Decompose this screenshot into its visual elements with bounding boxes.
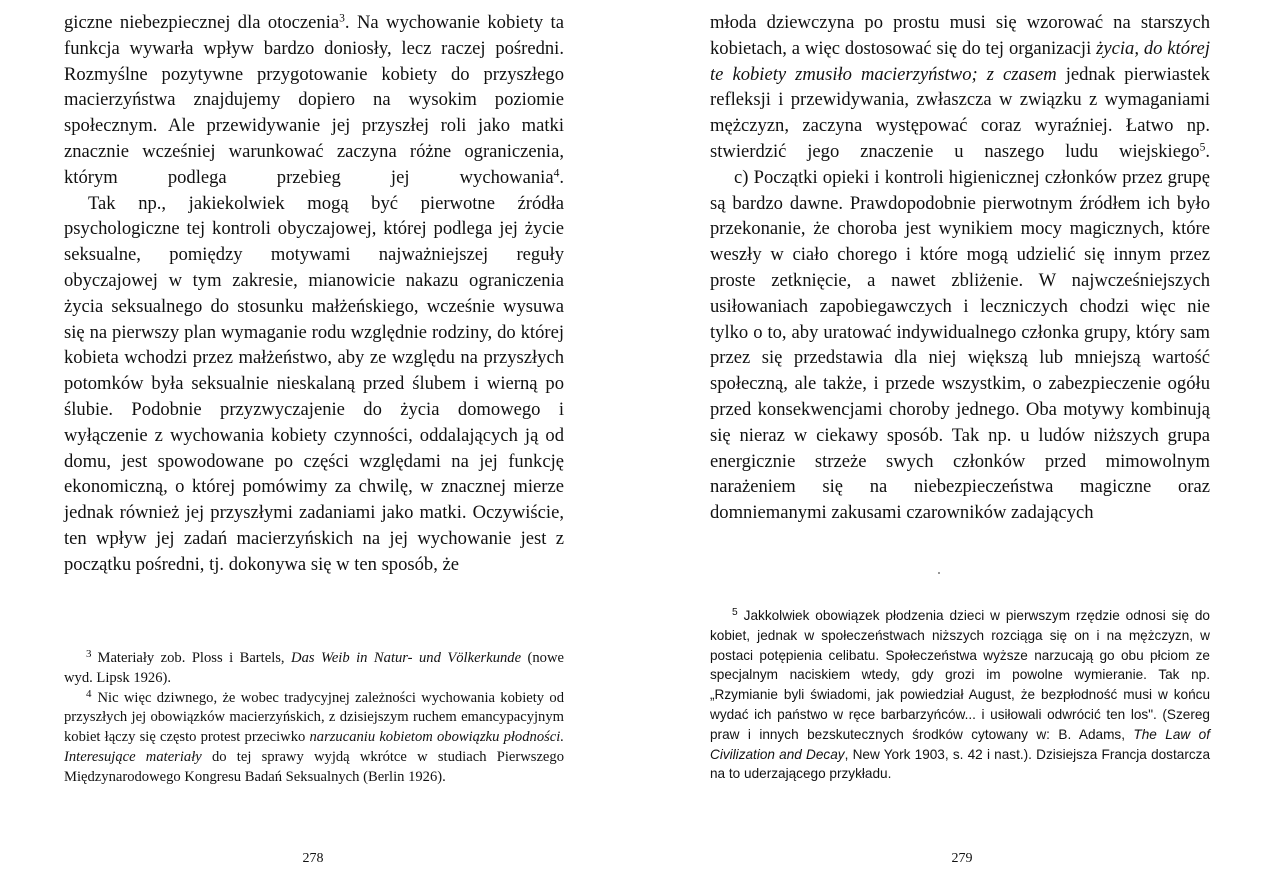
footnote-5-mark: 5 — [732, 607, 738, 619]
footnote-5-text: Jakkolwiek obowiązek płodzenia dzieci w pierwszym rzędzie odnosi się do kobiet, jednak w społeczeństwach niższych rozciąga się on i na mężczyzn, w postaci potępienia celibatu. Społeczeństwa wyższe narzucają go obu płciom ze specjalnym naciskiem wtedy, gdy grozi im powolne wymieranie. Tak np. „Rzymianie byli świadomi, jak powiedział August, że bezpłodność musi w końcu wydać ich państwo w ręce barbarzyńców... i usiłowali odwrócić ten los". (Szereg praw i innych bezskutecznych środków cytowany w: B. Adams, The Law of Civilization and Decay, New York 1903, s. 42 i nast.). Dzisiejsza Francja dostarcza na to uderzającego przykładu. — [710, 608, 1211, 782]
right-body-text — [710, 10, 1210, 526]
footnote-reference: 5 — [1199, 141, 1206, 154]
right-page-number: 279 — [951, 851, 973, 866]
footnote-4 — [64, 689, 564, 788]
footnote-3-text: Materiały zob. Ploss i Bartels, Das Weib in Natur- und Völkerkunde (nowe wyd. Lipsk 1926). — [64, 650, 564, 686]
left-page-number: 278 — [302, 851, 324, 866]
right-page — [632, 0, 1263, 893]
italic-run: The Law of Civilization and Decay — [710, 726, 1210, 762]
left-paragraph-1: giczne niebezpiecznej dla otoczenia$^3$. Na wychowanie kobiety ta funkcja wywarła wpływ bardzo doniosły, lecz raczej pośredni. Rozmyślne pozytywne przygotowanie kobiety do przyszłego macierzyństwa znajdujemy dopiero na wysokim poziomie społecznym. Ale przewidywanie jej przyszłej roli jako matki znacznie wcześniej warunkować zaczyna różne ograniczenia, którym podlega przebieg jej wychowania$^4$. — [64, 12, 564, 188]
right-paragraph-1: młoda dziewczyna po prostu musi się wzorować na starszych kobietach, a więc dostosować się do tej organizacji życia, do której te kobiety zmusiło macierzyństwo; z czasem jednak pierwiastek refleksji i przewidywania, zwłaszcza w związku z wymaganiami mężczyzn, zaczyna występować coraz wyraźniej. Łatwo np. stwierdzić jego znaczenie u naszego ludu wiejskiego$^5$. — [710, 12, 1210, 162]
footnote-4-text: Nic więc dziwnego, że wobec tradycyjnej zależności wychowania kobiety od przyszłych jej obowiązków macierzyńskich, z dzisiejszym ruchem emancypacyjnym kobiet łączy się często protest przeciwko narzucaniu kobietom obowiązku płodności. Interesujące materiały do tej sprawy wyjdą wkrótce w studiach Pierwszego Międzynarodowego Kongresu Badań Seksualnych (Berlin 1926). — [64, 689, 564, 785]
left-page — [0, 0, 631, 893]
footnote-5 — [710, 606, 1210, 784]
left-body-text — [64, 10, 564, 578]
italic-run: życia, do której te kobiety zmusiło macierzyństwo; z czasem — [710, 37, 1210, 85]
footnote-3-mark: 3 — [86, 648, 92, 661]
italic-run: narzucaniu kobietom obowiązku płodności. Interesujące materiały — [64, 729, 564, 765]
footnote-reference: 4 — [553, 167, 560, 180]
footnote-4-mark: 4 — [86, 687, 92, 700]
left-footnotes — [64, 649, 564, 788]
right-paragraph-2: c) Początki opieki i kontroli higienicznej członków przez grupę są bardzo dawne. Prawdopodobnie pierwotnym źródłem ich było przekonanie, że choroba jest wynikiem mocy magicznych, które weszły w ciało chorego i które mogą udzielić się innym przez proste zetknięcie, a nawet zbliżenie. W najwcześniejszych usiłowaniach zapobiegawczych i leczniczych chodzi więc nie tylko o to, aby uratować indywidualnego członka grupy, który sam przez się przedstawia dla niej większą lub mniejszą wartość społeczną, ale także, i przede wszystkim, o zabezpieczenie ogółu przed konsekwencjami choroby jednego. Oba motywy kombinują się nieraz w ciekawy sposób. Tak np. u ludów niższych grupa energicznie strzeże swych członków przed mimowolnym narażeniem się na niebezpieczeństwa magiczne oraz domniemanymi zakusami czarowników zadających — [710, 166, 1210, 524]
italic-run: Das Weib in Natur- und Völkerkunde — [291, 650, 522, 666]
right-footnotes — [710, 606, 1210, 784]
footnote-reference: 3 — [339, 12, 345, 25]
left-paragraph-2: Tak np., jakiekolwiek mogą być pierwotne źródła psychologiczne tej kontroli obyczajowej, której podlega jej życie seksualne, pomiędzy motywami najważniejszej reguły obyczajowej w tym zakresie, mianowicie nakazu ograniczenia życia seksualnego do stosunku małżeńskiego, wcześnie wysuwa się na pierwszy plan wymaganie rodu względnie rodziny, do której kobieta wchodzi przez małżeństwo, aby ze względu na przyszłych potomków była seksualnie nieskalaną przed ślubem i wierną po ślubie. Podobnie przyzwyczajenie do życia domowego i wyłączenie z wychowania kobiety czynności, oddalających ją od domu, jest spowodowane po części względami na jej funkcję ekonomiczną, o której pomówimy za chwilę, w znacznej mierze jednak również jej przyszłymi zadaniami jako matki. Oczywiście, ten wpływ jej zadań macierzyńskich na jej wychowanie jest z początku pośredni, tj. dokonywa się w ten sposób, że — [64, 192, 564, 575]
footnote-3 — [64, 649, 564, 689]
stray-dot — [938, 572, 940, 574]
